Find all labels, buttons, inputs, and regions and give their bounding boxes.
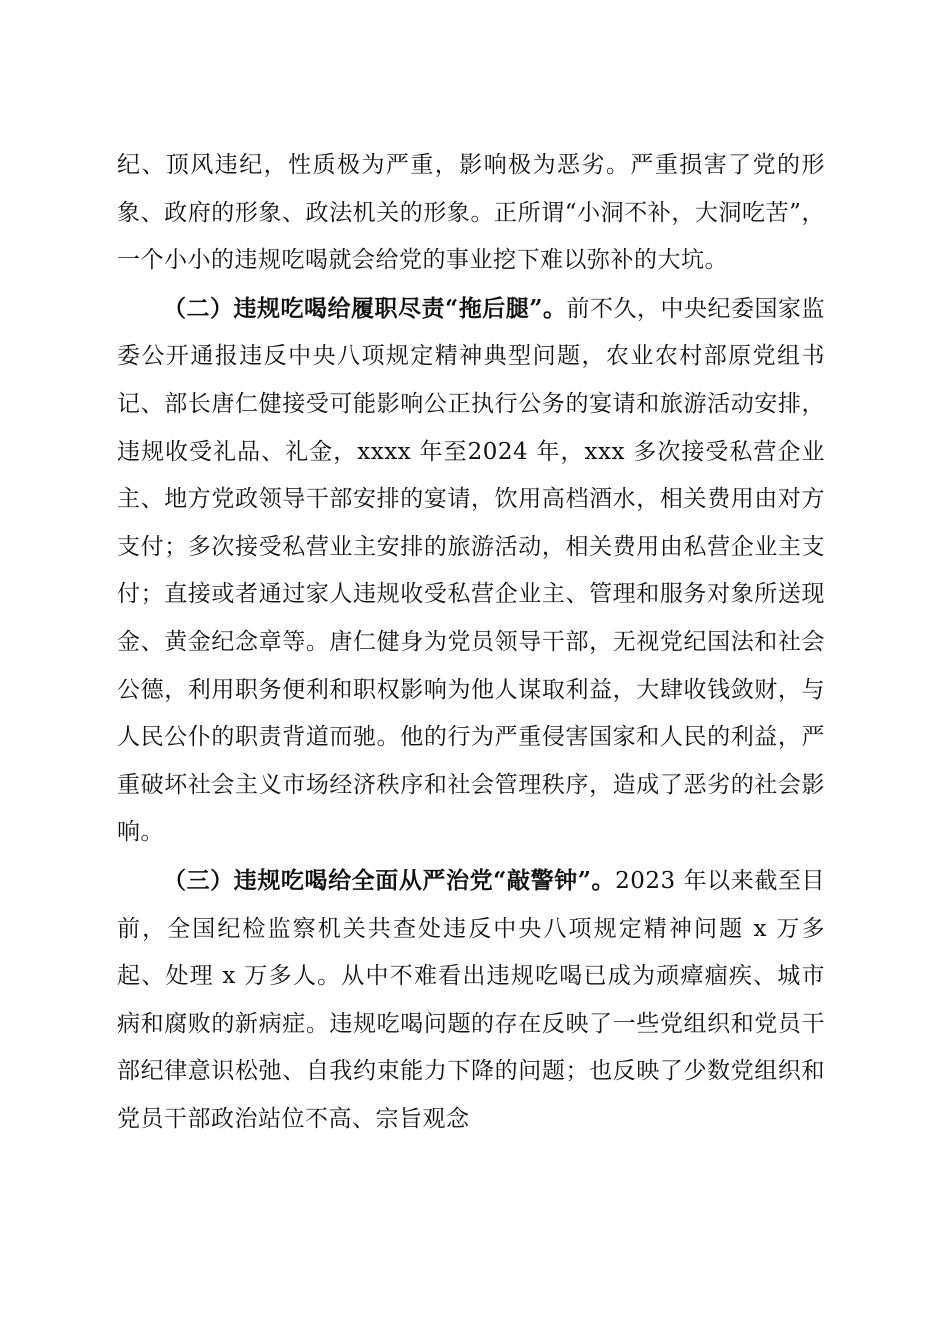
paragraph-continuation — [117, 142, 825, 285]
paragraph-section-two — [117, 285, 825, 857]
paragraph-text: 2023 年以来截至目前，全国纪检监察机关共查处违反中央八项规定精神问题 x 万多起、处理 x 万多人。从中不难看出违规吃喝已成为顽瘴痼疾、城市病和腐败的新病症。违规吃喝问题的存在反映了一些党组织和党员干部纪律意识松弛、自我约束能力下降的问题；也反映了少数党组织和党员干部政治站位不高、宗旨观念 — [117, 867, 825, 1132]
section-heading-two: （二）违规吃喝给履职尽责“拖后腿”。 — [163, 294, 567, 322]
paragraph-text: 前不久，中央纪委国家监委公开通报违反中央八项规定精神典型问题，农业农村部原党组书记、部长唐仁健接受可能影响公正执行公务的宴请和旅游活动安排，违规收受礼品、礼金，xxxx 年至2024 年，xxx 多次接受私营企业主、地方党政领导干部安排的宴请，饮用高档酒水，相关费用由对方支付；多次接受私营业主安排的旅游活动，相关费用由私营企业主支付；直接或者通过家人违规收受私营企业主、管理和服务对象所送现金、黄金纪念章等。唐仁健身为党员领导干部，无视党纪国法和社会公德，利用职务便利和职权影响为他人谋取利益，大肆收钱敛财，与人民公仆的职责背道而驰。他的行为严重侵害国家和人民的利益，严重破坏社会主义市场经济秩序和社会管理秩序，造成了恶劣的社会影响。 — [117, 295, 825, 846]
paragraph-section-three — [117, 857, 825, 1144]
section-heading-three: （三）违规吃喝给全面从严治党“敲警钟”。 — [163, 866, 616, 894]
paragraph-text: 纪、顶风违纪，性质极为严重，影响极为恶劣。严重损害了党的形象、政府的形象、政法机关的形象。正所谓“小洞不补，大洞吃苦”，一个小小的违规吃喝就会给党的事业挖下难以弥补的大坑。 — [117, 152, 825, 274]
document-body — [117, 142, 825, 1143]
